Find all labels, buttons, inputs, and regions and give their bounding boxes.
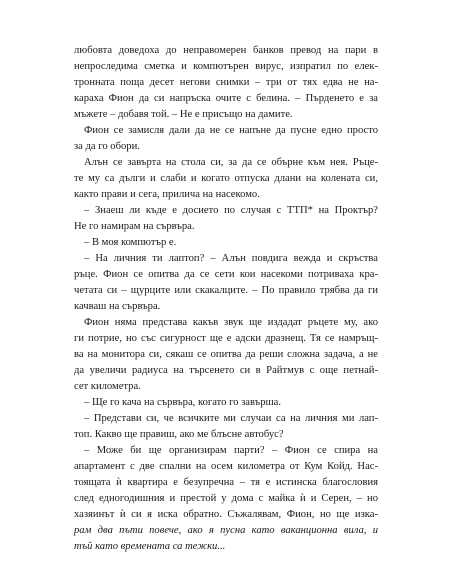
text-line: караха Фион да си напръска очите с белина. – Пърденето е за [74,93,378,104]
text-line: тронната поща десет негови снимки – три от тях едва не на- [74,77,378,88]
text-line: четата си – щурците или скакалците. – По правило трябва да ги [74,285,378,296]
text-line: Не го намирам на сървъра. [74,221,195,232]
text-line: любовта доведоха до неправомерен банков превод на пари в [74,45,378,56]
text-line: сет километра. [74,381,141,392]
text-line: да увеличи радиуса на търсенето си в Райтмув с още петнай- [74,365,378,376]
text-line: – На личния ти лаптоп? – Алън повдига вежда и скръства [84,253,378,264]
text-line: ръце. Фион се опитва да се сети кои насекоми потриваха кра- [74,269,378,280]
text-line: Фион се замисля дали да не се напъне да пусне едно просто [84,125,378,136]
text-line: Алън се завърта на стола си, за да се обърне към нея. Ръце- [84,157,378,168]
text-line: Фион няма представа какъв звук ще издадат ръцете му, ако [84,317,378,328]
text-line: – Представи си, че всичките ми случаи са на личния ми лап- [84,413,378,424]
text-line: мъжете – добавя той. – Не е присъщо на дамите. [74,109,293,120]
text-line: топ. Какво ще правиш, ако ме блъсне автобус? [74,429,284,440]
text-line: тоящата ѝ квартира е безупречна – тя е истинска благословия [74,477,378,488]
text-line: апартамент с две спални на осем километра от Кум Койд. Нас- [74,461,378,472]
text-line-italic: тъй като времената са тежки... [74,541,226,552]
text-line: както прави и сега, прилича на насекомо. [74,189,260,200]
text-line: – В моя компютър е. [84,237,177,248]
text-line: качваш на сървъра. [74,301,161,312]
text-line-italic: рам двa пъти повече, ако я пусна като ваканционна вила, и [74,525,378,536]
text-line: те му са дълги и слаби и когато отпуска длани на колената си, [74,173,378,184]
text-line: – Ще го кача на сървъра, когато го завърша. [84,397,282,408]
text-line: непроследима сметка и компютърен вирус, изпратил по елек- [74,61,378,72]
text-line: след едногодишния и престой у дома с майка ѝ и Серен, – но [74,493,378,504]
text-line: – Може би ще организирам парти? – Фион се спира на [84,445,378,456]
text-line: – Знаеш ли къде е досието по случая с ТТП* на Проктър? [84,205,378,216]
text-line: хазяинът ѝ си я иска обратно. Съжалявам, Фион, но ще изка- [74,509,378,520]
text-line: за да го обори. [74,141,140,152]
text-line: ва на монитора си, сякаш се опитва да реши сложна задача, а не [74,349,378,360]
text-line: ги потрие, но със сигурност ще е адски дразнещ. Тя се намръщ- [74,333,378,344]
